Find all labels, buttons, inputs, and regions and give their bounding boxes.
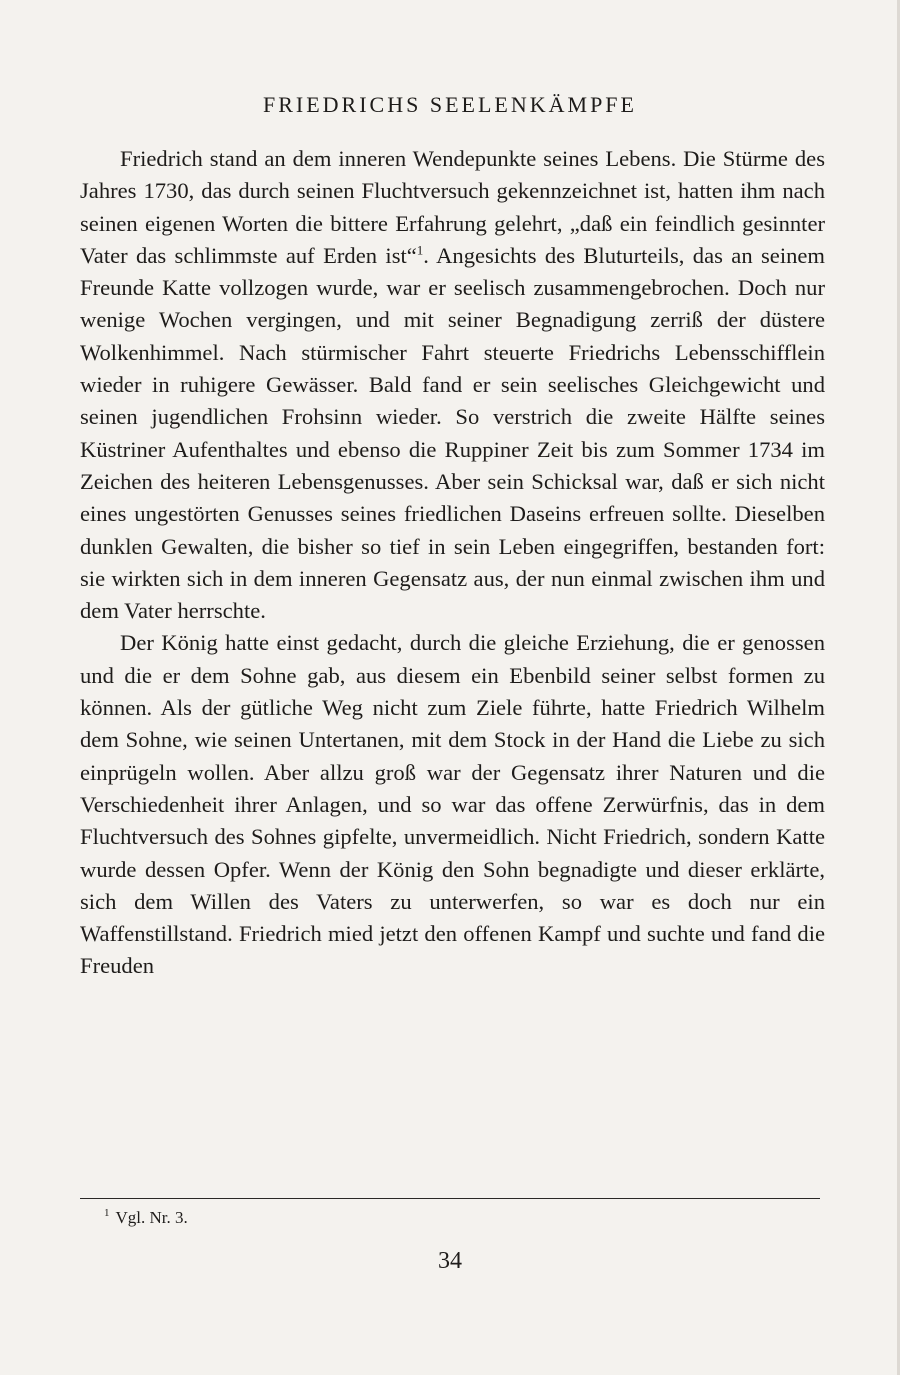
footnote-mark: 1 [104,1207,110,1220]
body-text [80,143,825,983]
paragraph-1-text-a: Friedrich stand an dem inneren Wendepunkte seines Lebens. Die Stürme des Jahres 1730, das durch seinen Fluchtversuch gekennzeichnet ist, hatten ihm nach seinen eigenen Worten die bittere Erfahrung gelehrt, „daß ein feindlich gesinnter Vater das schlimmste auf Erden ist“ [80,146,825,268]
paragraph-1 [80,143,825,627]
paragraph-1-text-b: . Angesichts des Bluturteils, das an seinem Freunde Katte vollzogen wurde, war er seelisch zusammengebrochen. Doch nur wenige Wochen vergingen, und mit seiner Begnadigung zerriß der düstere Wolkenhimmel. Nach stürmischer Fahrt steuerte Friedrichs Lebensschifflein wieder in ruhigere Gewässer. Bald fand er sein seelisches Gleichgewicht und seinen jugendlichen Frohsinn wieder. So verstrich die zweite Hälfte seines Küstriner Aufenthaltes und ebenso die Ruppiner Zeit bis zum Sommer 1734 im Zeichen des heiteren Lebensgenusses. Aber sein Schicksal war, daß er sich nicht eines ungestörten Genusses seines friedlichen Daseins erfreuen sollte. Dieselben dunklen Gewalten, die bisher so tief in sein Leben eingegriffen, bestanden fort: sie wirkten sich in dem inneren Gegensatz aus, der nun einmal zwischen ihm und dem Vater herrschte. [80,242,825,624]
page-number: 34 [438,1248,462,1274]
footnote-reference: 1 [416,242,424,258]
footnote-text: Vgl. Nr. 3. [115,1208,188,1227]
footnote [104,1208,188,1228]
paragraph-2: Der König hatte einst gedacht, durch die gleiche Erziehung, die er genossen und die er dem Sohne gab, aus diesem ein Ebenbild seiner selbst formen zu können. Als der gütliche Weg nicht zum Ziele führte, hatte Friedrich Wilhelm dem Sohne, wie seinen Untertanen, mit dem Stock in der Hand die Liebe zu sich einprügeln wollen. Aber allzu groß war der Gegensatz ihrer Naturen und die Verschiedenheit ihrer Anlagen, und so war das offene Zerwürfnis, das in dem Fluchtversuch des Sohnes gipfelte, unvermeidlich. Nicht Friedrich, sondern Katte wurde dessen Opfer. Wenn der König den Sohn begnadigte und dieser erklärte, sich dem Willen des Vaters zu unterwerfen, so war es doch nur ein Waffenstillstand. Friedrich mied jetzt den offenen Kampf und suchte und fand die Freuden [80,630,825,979]
chapter-heading: FRIEDRICHS SEELENKÄMPFE [263,92,637,117]
footnote-divider [80,1198,820,1199]
